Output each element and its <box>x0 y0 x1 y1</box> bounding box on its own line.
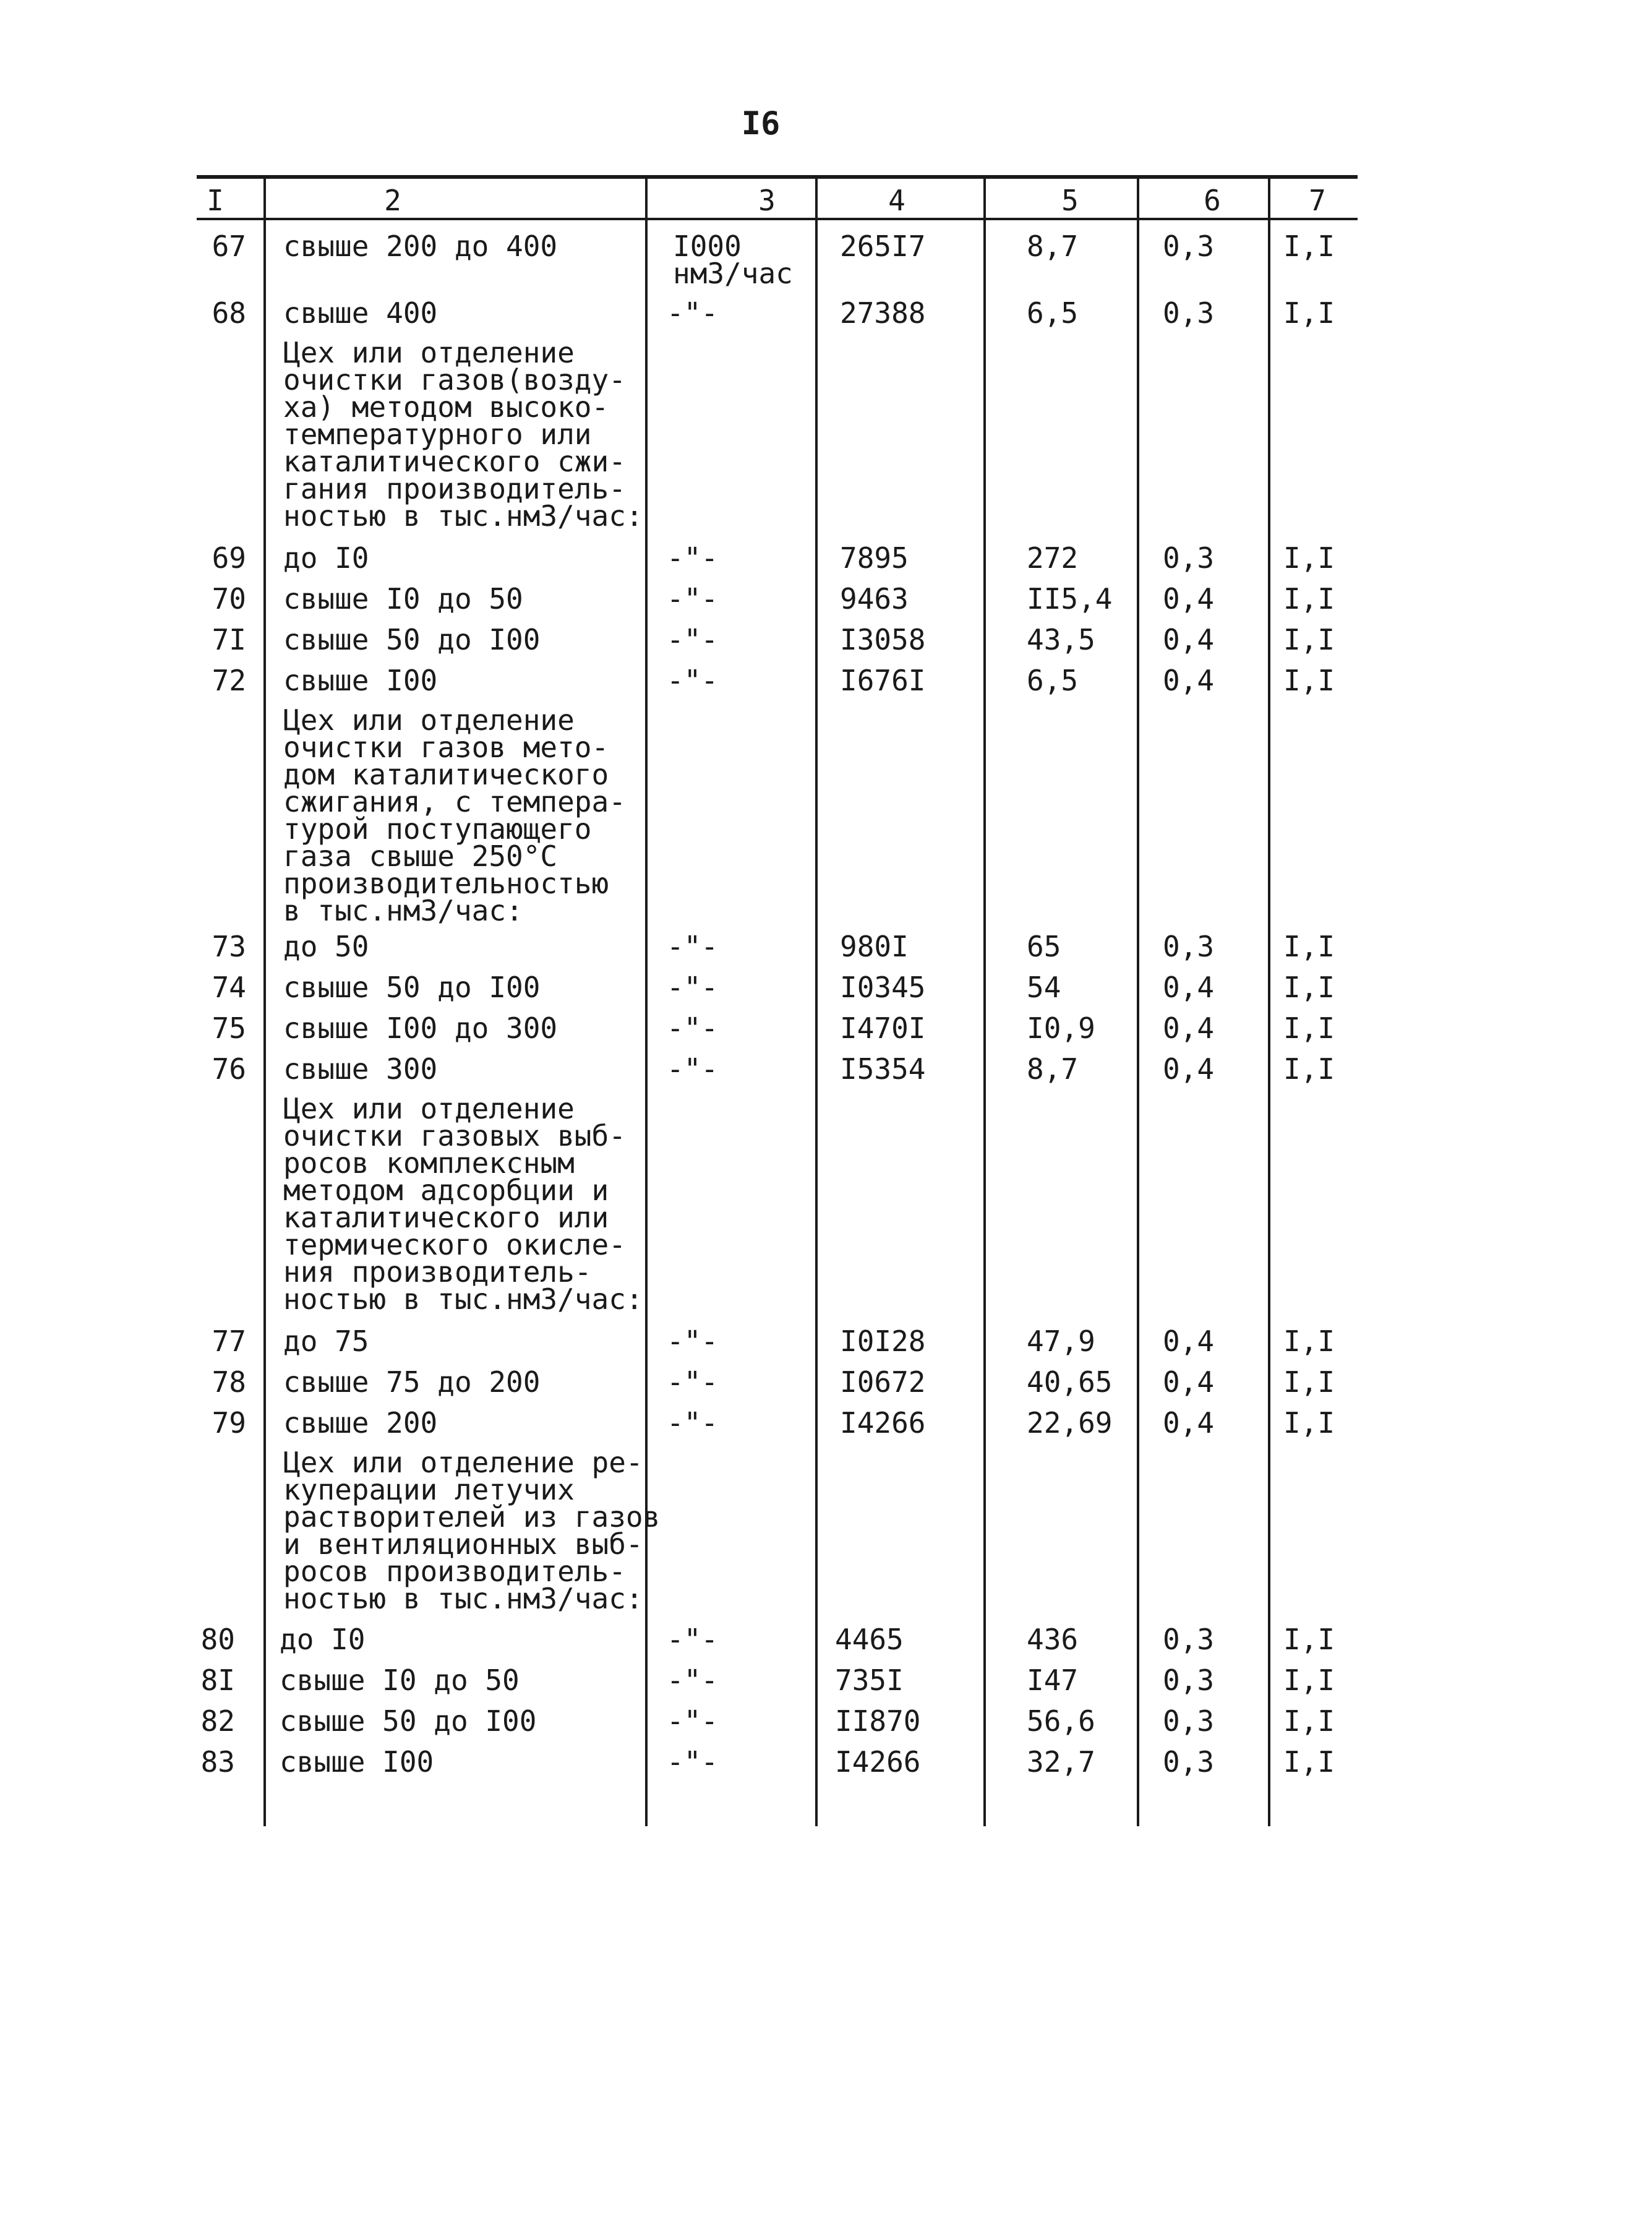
row-col7: I,I <box>1283 1623 1335 1656</box>
column-header-6: 6 <box>1204 184 1221 217</box>
table-header-rule <box>197 218 1358 220</box>
row-col7: I,I <box>1283 582 1335 616</box>
row-name: свыше 400 <box>283 296 438 330</box>
row-col7: I,I <box>1283 1365 1335 1399</box>
row-col5: 436 <box>1027 1623 1079 1656</box>
row-name: свыше I0 до 50 <box>280 1664 520 1697</box>
row-col4: I0672 <box>840 1365 926 1399</box>
row-col6: 0,3 <box>1163 1664 1215 1697</box>
row-col6: 0,3 <box>1163 1745 1215 1779</box>
column-divider <box>1268 177 1270 1826</box>
row-col7: I,I <box>1283 971 1335 1004</box>
row-col4: I4266 <box>840 1406 926 1440</box>
row-col7: I,I <box>1283 1664 1335 1697</box>
row-name: свыше 200 до 400 <box>283 230 558 263</box>
row-col5: II5,4 <box>1027 582 1113 616</box>
row-col6: 0,3 <box>1163 930 1215 963</box>
row-col5: I47 <box>1027 1664 1079 1697</box>
row-col4: 265I7 <box>840 230 926 263</box>
row-col7: I,I <box>1283 1406 1335 1440</box>
column-header-2: 2 <box>384 184 401 217</box>
row-col4: 735I <box>835 1664 904 1697</box>
row-unit: -"- <box>667 296 719 330</box>
row-col7: I,I <box>1283 1052 1335 1086</box>
row-col6: 0,4 <box>1163 623 1215 656</box>
row-unit: -"- <box>667 1011 719 1045</box>
row-name: до I0 <box>283 541 369 575</box>
row-col6: 0,4 <box>1163 1406 1215 1440</box>
row-col7: I,I <box>1283 930 1335 963</box>
row-col7: I,I <box>1283 1325 1335 1358</box>
row-name: до 75 <box>283 1325 369 1358</box>
row-col5: 43,5 <box>1027 623 1095 656</box>
row-name: свыше I00 <box>280 1745 434 1779</box>
row-col7: I,I <box>1283 623 1335 656</box>
row-col5: 6,5 <box>1027 664 1079 697</box>
row-name: свыше 75 до 200 <box>283 1365 541 1399</box>
section-heading: Цех или отделение ре- куперации летучих растворителей из газов и вентиляционных выб- росов производитель- ностью в тыс.нм3/час: <box>283 1446 661 1615</box>
row-col4: I0I28 <box>840 1325 926 1358</box>
row-col5: 40,65 <box>1027 1365 1113 1399</box>
row-col7: I,I <box>1283 1745 1335 1779</box>
row-col4: 4465 <box>835 1623 904 1656</box>
row-col5: 47,9 <box>1027 1325 1095 1358</box>
table-top-rule <box>197 175 1358 179</box>
row-unit: I000 нм3/час <box>673 230 793 290</box>
row-col7: I,I <box>1283 1011 1335 1045</box>
row-number: 76 <box>212 1052 246 1086</box>
section-heading: Цех или отделение очистки газов(возду- ха) методом высоко- температурного или каталитического сжи- гания производитель- ностью в тыс.нм3/час: <box>283 336 643 533</box>
column-divider <box>983 177 986 1826</box>
row-number: 80 <box>200 1623 235 1656</box>
column-divider <box>263 177 266 1826</box>
row-col7: I,I <box>1283 1704 1335 1738</box>
section-heading: Цех или отделение очистки газов мето- дом каталитического сжигания, с темпера- турой поступающего газа свыше 250°С производительностью в тыс.нм3/час: <box>283 703 626 927</box>
row-col5: 32,7 <box>1027 1745 1095 1779</box>
row-unit: -"- <box>667 1365 719 1399</box>
row-col6: 0,4 <box>1163 971 1215 1004</box>
row-col5: I0,9 <box>1027 1011 1095 1045</box>
row-col6: 0,4 <box>1163 1325 1215 1358</box>
row-col6: 0,4 <box>1163 582 1215 616</box>
row-col6: 0,3 <box>1163 1704 1215 1738</box>
row-unit: -"- <box>667 1052 719 1086</box>
row-col6: 0,3 <box>1163 541 1215 575</box>
page-number: I6 <box>741 105 781 142</box>
row-number: 7I <box>212 623 246 656</box>
row-col7: I,I <box>1283 664 1335 697</box>
row-name: свыше 50 до I00 <box>283 971 541 1004</box>
row-number: 72 <box>212 664 246 697</box>
column-divider <box>815 177 818 1826</box>
row-col5: 56,6 <box>1027 1704 1095 1738</box>
row-unit: -"- <box>667 971 719 1004</box>
row-col4: I676I <box>840 664 926 697</box>
row-col6: 0,3 <box>1163 296 1215 330</box>
column-header-5: 5 <box>1061 184 1079 217</box>
row-number: 69 <box>212 541 246 575</box>
row-unit: -"- <box>667 930 719 963</box>
row-col5: 22,69 <box>1027 1406 1113 1440</box>
row-unit: -"- <box>667 1325 719 1358</box>
row-number: 75 <box>212 1011 246 1045</box>
row-col6: 0,3 <box>1163 1623 1215 1656</box>
row-number: 82 <box>200 1704 235 1738</box>
row-col5: 8,7 <box>1027 1052 1079 1086</box>
row-number: 74 <box>212 971 246 1004</box>
row-col7: I,I <box>1283 230 1335 263</box>
column-header-1: I <box>207 184 224 217</box>
row-unit: -"- <box>667 1406 719 1440</box>
row-col4: 9463 <box>840 582 909 616</box>
row-number: 73 <box>212 930 246 963</box>
column-header-4: 4 <box>888 184 905 217</box>
row-col4: I470I <box>840 1011 926 1045</box>
column-divider <box>1137 177 1139 1826</box>
row-col5: 6,5 <box>1027 296 1079 330</box>
row-unit: -"- <box>667 623 719 656</box>
row-number: 67 <box>212 230 246 263</box>
row-col4: 980I <box>840 930 909 963</box>
row-col4: 27388 <box>840 296 926 330</box>
row-col6: 0,4 <box>1163 1011 1215 1045</box>
column-header-7: 7 <box>1309 184 1326 217</box>
row-unit: -"- <box>667 1745 719 1779</box>
row-unit: -"- <box>667 664 719 697</box>
row-col6: 0,4 <box>1163 1052 1215 1086</box>
row-unit: -"- <box>667 1623 719 1656</box>
row-col4: I0345 <box>840 971 926 1004</box>
row-col4: I3058 <box>840 623 926 656</box>
row-number: 78 <box>212 1365 246 1399</box>
row-col6: 0,3 <box>1163 230 1215 263</box>
row-number: 8I <box>200 1664 235 1697</box>
row-col6: 0,4 <box>1163 664 1215 697</box>
row-col4: II870 <box>835 1704 921 1738</box>
row-name: свыше I00 <box>283 664 438 697</box>
column-header-3: 3 <box>758 184 776 217</box>
row-col7: I,I <box>1283 296 1335 330</box>
row-col5: 65 <box>1027 930 1061 963</box>
row-number: 79 <box>212 1406 246 1440</box>
row-col7: I,I <box>1283 541 1335 575</box>
row-number: 83 <box>200 1745 235 1779</box>
row-col5: 272 <box>1027 541 1079 575</box>
row-name: свыше 200 <box>283 1406 438 1440</box>
row-name: до 50 <box>283 930 369 963</box>
row-unit: -"- <box>667 582 719 616</box>
row-number: 77 <box>212 1325 246 1358</box>
row-number: 70 <box>212 582 246 616</box>
row-unit: -"- <box>667 541 719 575</box>
row-name: до I0 <box>280 1623 366 1656</box>
row-col6: 0,4 <box>1163 1365 1215 1399</box>
row-unit: -"- <box>667 1704 719 1738</box>
row-number: 68 <box>212 296 246 330</box>
row-name: свыше I00 до 300 <box>283 1011 558 1045</box>
row-name: свыше I0 до 50 <box>283 582 523 616</box>
row-col4: 7895 <box>840 541 909 575</box>
row-col5: 8,7 <box>1027 230 1079 263</box>
row-name: свыше 300 <box>283 1052 438 1086</box>
row-col4: I4266 <box>835 1745 921 1779</box>
row-col4: I5354 <box>840 1052 926 1086</box>
row-col5: 54 <box>1027 971 1061 1004</box>
row-name: свыше 50 до I00 <box>283 623 541 656</box>
row-unit: -"- <box>667 1664 719 1697</box>
row-name: свыше 50 до I00 <box>280 1704 537 1738</box>
section-heading: Цех или отделение очистки газовых выб- росов комплексным методом адсорбции и каталитического или термического окисле- ния производитель- ностью в тыс.нм3/час: <box>283 1092 643 1316</box>
